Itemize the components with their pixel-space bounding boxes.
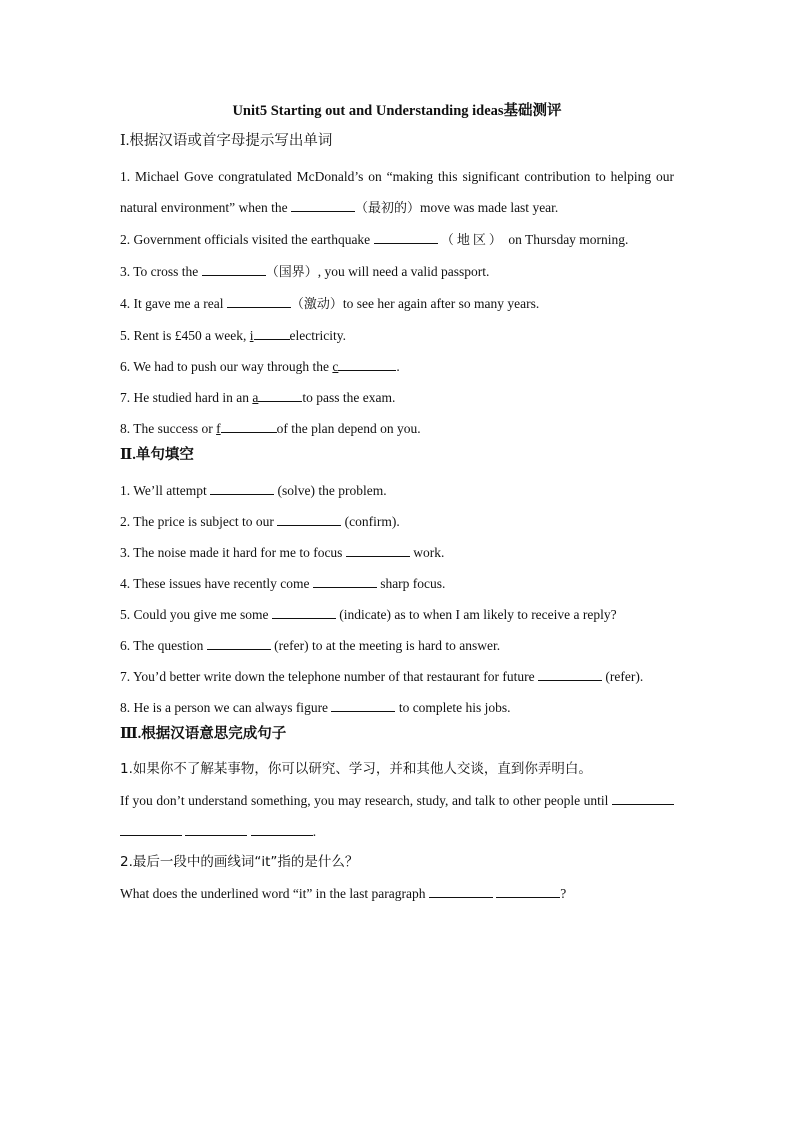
answer-blank[interactable]	[227, 294, 291, 308]
initial-letter: f	[216, 421, 221, 436]
s1-question-3: 3. To cross the （国界）, you will need a valid passport.	[120, 264, 490, 280]
worksheet-page	[120, 100, 674, 909]
answer-blank[interactable]	[338, 357, 396, 371]
s3-question-1-english: If you don’t understand something, you may research, study, and talk to other people until .	[120, 785, 674, 847]
answer-blank[interactable]	[277, 512, 341, 526]
answer-blank[interactable]	[291, 198, 355, 212]
s2-question-3: 3. The noise made it hard for me to focus work.	[120, 545, 445, 560]
s1-question-7: 7. He studied hard in an a to pass the exam.	[120, 390, 396, 405]
answer-blank[interactable]	[331, 698, 395, 712]
answer-blank[interactable]	[254, 326, 290, 340]
answer-blank[interactable]	[202, 262, 266, 276]
s2-question-2: 2. The price is subject to our (confirm).	[120, 514, 400, 529]
s3-question-2-chinese: 2.最后一段中的画线词“it”指的是什么？	[120, 854, 359, 870]
page-title: Unit5 Starting out and Understanding ideas基础测评	[232, 103, 562, 119]
s3-question-1-chinese: 1.如果你不了解某事物，你可以研究、学习，并和其他人交谈，直到你弄明白。	[120, 761, 592, 777]
s1-question-2: 2. Government officials visited the earthquake （地区） on Thursday morning.	[120, 232, 629, 248]
s1-question-5: 5. Rent is £450 a week, i electricity.	[120, 328, 346, 343]
s2-question-6: 6. The question (refer) to at the meeting is hard to answer.	[120, 638, 501, 653]
answer-blank[interactable]	[496, 884, 560, 898]
s2-question-1: 1. We’ll attempt (solve) the problem.	[120, 483, 387, 498]
answer-blank[interactable]	[251, 822, 313, 836]
answer-blank[interactable]	[120, 822, 182, 836]
s2-question-4: 4. These issues have recently come sharp focus.	[120, 576, 446, 591]
answer-blank[interactable]	[272, 605, 336, 619]
s2-question-8: 8. He is a person we can always figure to complete his jobs.	[120, 700, 511, 715]
initial-letter: i	[249, 328, 254, 343]
s2-question-7: 7. You’d better write down the telephone number of that restaurant for future (refer).	[120, 669, 644, 684]
initial-letter: a	[252, 390, 259, 405]
s1-question-6: 6. We had to push our way through the c .	[120, 359, 400, 374]
answer-blank[interactable]	[374, 230, 438, 244]
section-2-heading: Ⅱ.单句填空	[120, 447, 194, 463]
answer-blank[interactable]	[210, 481, 274, 495]
section-1-heading: Ⅰ.根据汉语或首字母提示写出单词	[120, 133, 333, 149]
s2-question-5: 5. Could you give me some (indicate) as to when I am likely to receive a reply?	[120, 607, 617, 622]
s1-question-1: 1. Michael Gove congratulated McDonald’s on “making this significant contribution to helping our natural environment” when the （最初的）move was made last year.	[120, 169, 674, 216]
answer-blank[interactable]	[221, 419, 277, 433]
answer-blank[interactable]	[612, 791, 674, 805]
s1-question-8: 8. The success or f of the plan depend on you.	[120, 421, 421, 436]
initial-letter: c	[332, 359, 339, 374]
answer-blank[interactable]	[258, 388, 302, 402]
s3-question-2-english: What does the underlined word “it” in the last paragraph ?	[120, 886, 567, 901]
s1-question-4: 4. It gave me a real （激动）to see her again after so many years.	[120, 296, 540, 312]
answer-blank[interactable]	[429, 884, 493, 898]
answer-blank[interactable]	[207, 636, 271, 650]
answer-blank[interactable]	[185, 822, 247, 836]
answer-blank[interactable]	[538, 667, 602, 681]
section-3-heading: Ⅲ.根据汉语意思完成句子	[120, 726, 287, 742]
answer-blank[interactable]	[313, 574, 377, 588]
answer-blank[interactable]	[346, 543, 410, 557]
